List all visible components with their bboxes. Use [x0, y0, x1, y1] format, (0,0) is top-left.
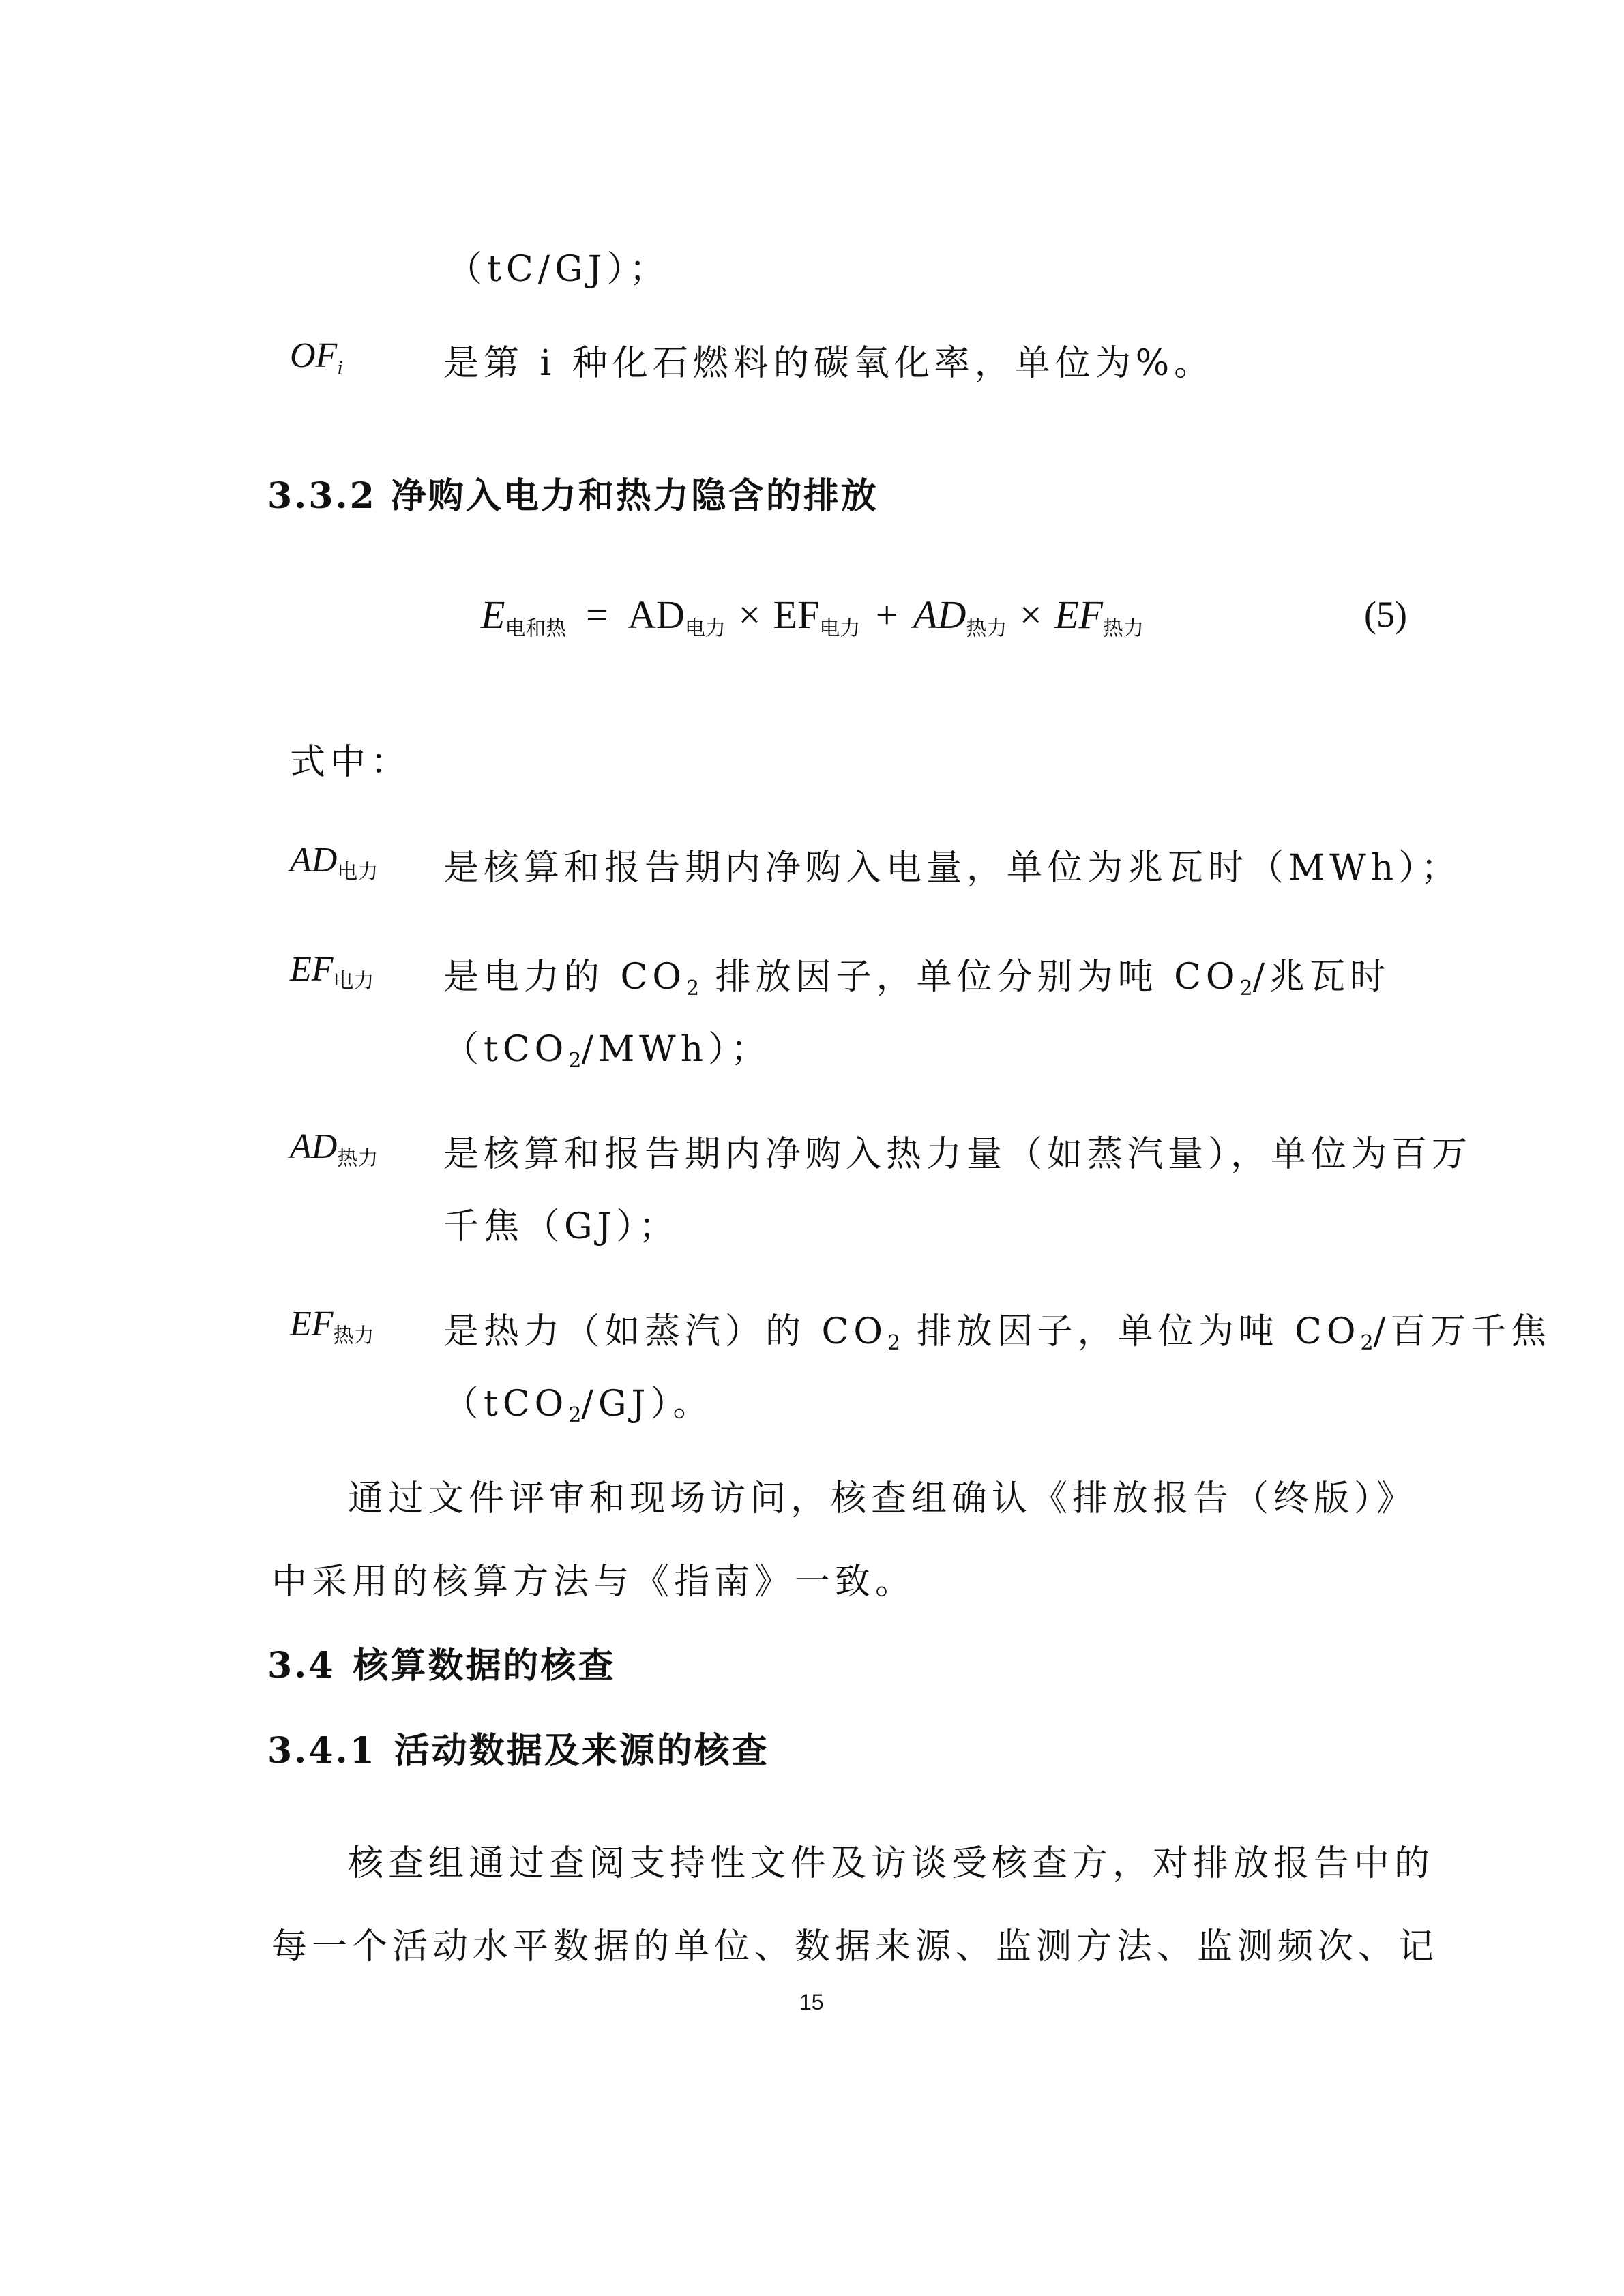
of-symbol: $OF_i$ — [290, 336, 343, 379]
paragraph-1-line-2: 中采用的核算方法与《指南》一致。 — [271, 1562, 916, 1602]
ef-heat-description: 是热力（如蒸汽）的 $CO_2$ 排放因子，单位为吨 $CO_2/$百万千焦 — [443, 1311, 1552, 1355]
section-heading-3-3-2: 3.3.2 净购入电力和热力隐含的排放 — [267, 475, 879, 517]
where-label: 式中： — [290, 742, 411, 783]
ef-electricity-description: 是电力的 $CO_2$ 排放因子，单位分别为吨 $CO_2/$兆瓦时 — [443, 957, 1391, 1000]
ad-electricity-symbol: $AD_{电力}$ — [290, 841, 379, 884]
equation-number: (5) — [1364, 594, 1407, 635]
paragraph-2-line-2: 每一个活动水平数据的单位、数据来源、监测方法、监测频次、记 — [271, 1926, 1439, 1967]
ad-heat-description-line2: 千焦（GJ）； — [443, 1206, 679, 1247]
ef-heat-symbol: $EF_{热力}$ — [290, 1304, 374, 1348]
section-heading-3-4-1: 3.4.1 活动数据及来源的核查 — [267, 1730, 769, 1772]
ad-heat-description: 是核算和报告期内净购入热力量（如蒸汽量），单位为百万 — [443, 1134, 1473, 1175]
paragraph-1-line-1: 通过文件评审和现场访问，核查组确认《排放报告（终版）》 — [348, 1478, 1417, 1519]
unit-continuation: （tC/GJ）； — [447, 249, 670, 290]
ef-electricity-unit: （tCO$_2$/MWh）； — [443, 1029, 771, 1073]
ef-heat-unit: （tCO$_2$/GJ）。 — [443, 1384, 713, 1427]
equation-5: $E_{电和热} = AD_{电力} \times EF_{电力} + AD_{热力} \times EF_{热力}$ — [481, 593, 1144, 641]
ad-heat-symbol: $AD_{热力}$ — [290, 1127, 379, 1171]
ad-electricity-description: 是核算和报告期内净购入电量，单位为兆瓦时（MWh）； — [443, 848, 1462, 889]
ef-electricity-symbol: $EF_{电力}$ — [290, 950, 374, 994]
section-heading-3-4: 3.4 核算数据的核查 — [267, 1645, 616, 1686]
of-description: 是第 i 种化石燃料的碳氧化率，单位为%。 — [443, 343, 1215, 384]
paragraph-2-line-1: 核查组通过查阅支持性文件及访谈受核查方，对排放报告中的 — [348, 1843, 1435, 1884]
page-number: 15 — [799, 1990, 824, 2014]
